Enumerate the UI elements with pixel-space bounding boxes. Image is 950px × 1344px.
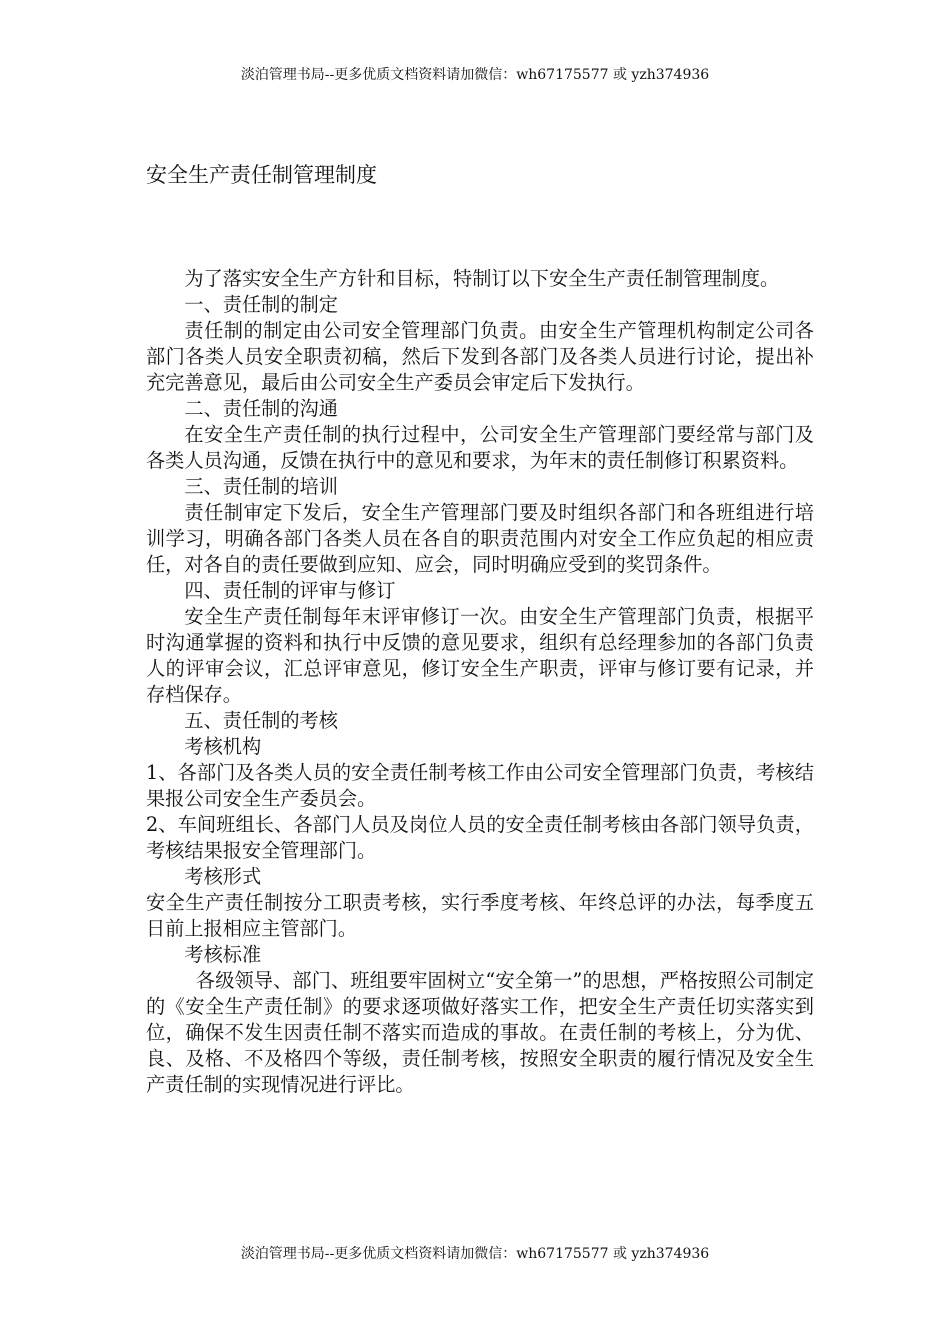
section-3-body: 责任制审定下发后，安全生产管理部门要及时组织各部门和各班组进行培训学习，明确各部门各类人员在各自的职责范围内对安全工作应负起的相应责任，对各自的责任要做到应知、应会，同时明确应受到的奖罚条件。 <box>146 501 814 576</box>
section-2-heading: 二、责任制的沟通 <box>184 397 338 420</box>
section-1-heading: 一、责任制的制定 <box>184 293 338 316</box>
assessment-form-heading: 考核形式 <box>184 865 262 888</box>
section-4-body: 安全生产责任制每年末评审修订一次。由安全生产管理部门负责，根据平时沟通掌握的资料和执行中反馈的意见要求，组织有总经理参加的各部门负责人的评审会议，汇总评审意见，修订安全生产职责，评审与修订要有记录，并存档保存。 <box>146 605 814 706</box>
assessment-body-item-1: 1、各部门及各类人员的安全责任制考核工作由公司安全管理部门负责，考核结果报公司安全生产委员会。 <box>146 761 814 810</box>
assessment-body-item-2: 2、车间班组长、各部门人员及岗位人员的安全责任制考核由各部门领导负责，考核结果报安全管理部门。 <box>146 813 814 862</box>
page-header: 淡泊管理书局--更多优质文档资料请加微信：wh67175577 或 yzh374936 <box>240 67 710 83</box>
document-body <box>146 266 814 1098</box>
section-5-heading: 五、责任制的考核 <box>184 709 338 732</box>
assessment-standard-body: 各级领导、部门、班组要牢固树立“安全第一”的思想，严格按照公司制定的《安全生产责任制》的要求逐项做好落实工作，把安全生产责任切实落实到位，确保不发生因责任制不落实而造成的事故。在责任制的考核上，分为优、良、及格、不及格四个等级，责任制考核，按照安全职责的履行情况及安全生产责任制的实现情况进行评比。 <box>146 969 814 1096</box>
section-3-heading: 三、责任制的培训 <box>184 475 338 498</box>
assessment-body-heading: 考核机构 <box>184 735 262 758</box>
document-title: 安全生产责任制管理制度 <box>146 163 377 187</box>
section-4-heading: 四、责任制的评审与修订 <box>184 579 396 602</box>
assessment-standard-heading: 考核标准 <box>184 943 262 966</box>
assessment-form-body: 安全生产责任制按分工职责考核，实行季度考核、年终总评的办法，每季度五日前上报相应主管部门。 <box>146 891 814 940</box>
intro-paragraph: 为了落实安全生产方针和目标，特制订以下安全生产责任制管理制度。 <box>184 267 780 290</box>
page-footer: 淡泊管理书局--更多优质文档资料请加微信：wh67175577 或 yzh374936 <box>240 1246 710 1262</box>
section-2-body: 在安全生产责任制的执行过程中，公司安全生产管理部门要经常与部门及各类人员沟通，反馈在执行中的意见和要求，为年末的责任制修订积累资料。 <box>146 423 814 472</box>
section-1-body: 责任制的制定由公司安全管理部门负责。由安全生产管理机构制定公司各部门各类人员安全职责初稿，然后下发到各部门及各类人员进行讨论，提出补充完善意见，最后由公司安全生产委员会审定后下发执行。 <box>146 319 814 394</box>
